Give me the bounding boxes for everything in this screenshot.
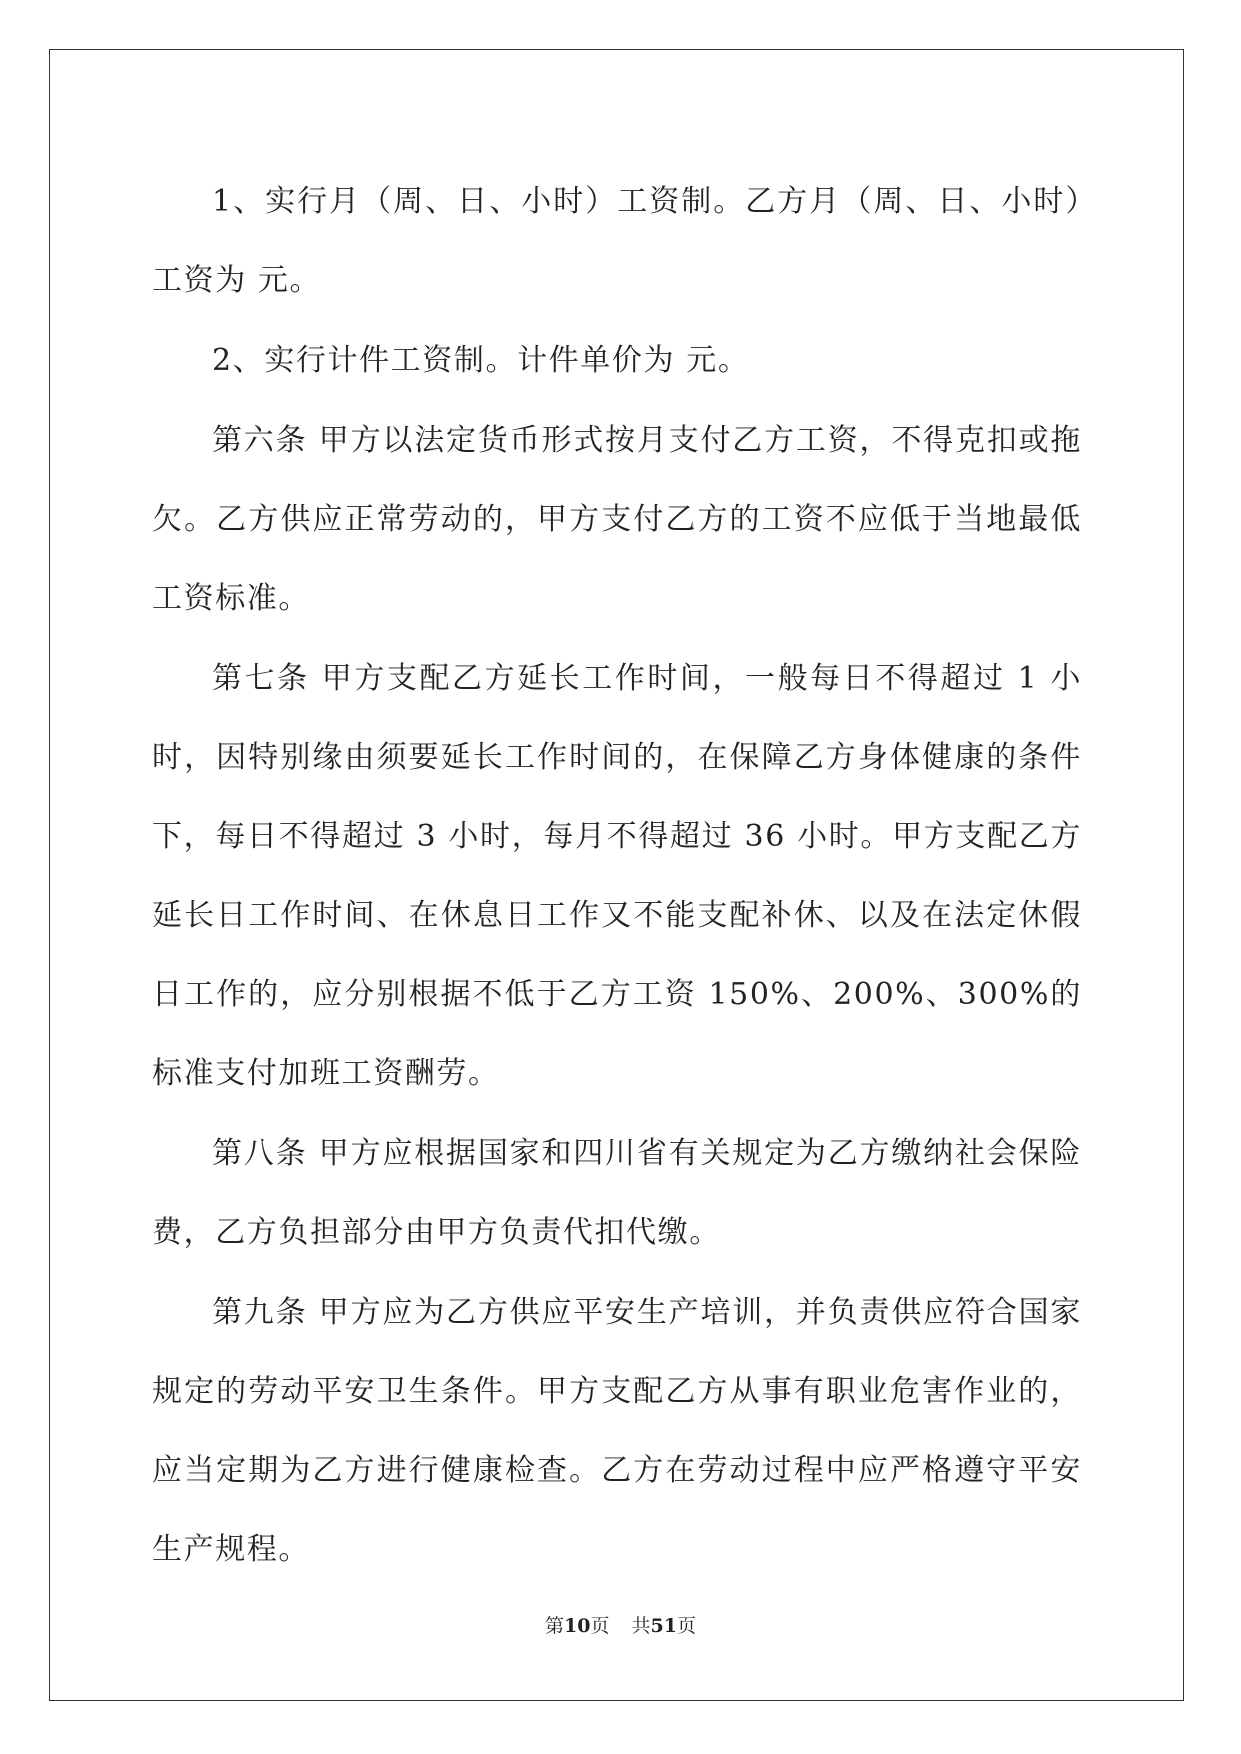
document-body — [152, 162, 1082, 1590]
footer-total-suffix: 页 — [676, 1615, 696, 1637]
total-page-count: 51 — [650, 1615, 677, 1637]
paragraph-article-7: 第七条 甲方支配乙方延长工作时间，一般每日不得超过 1 小时，因特别缘由须要延长工作时间的，在保障乙方身体健康的条件下，每日不得超过 3 小时，每月不得超过 36 小时。甲方支配乙方延长日工作时间、在休息日工作又不能支配补休、以及在法定休假日工作的，应分别根据不低于乙方工资 150%、200%、300%的标准支付加班工资酬劳。 — [152, 661, 1082, 1091]
page-footer — [0, 1614, 1241, 1638]
paragraph-article-8: 第八条 甲方应根据国家和四川省有关规定为乙方缴纳社会保险费，乙方负担部分由甲方负责代扣代缴。 — [152, 1136, 1082, 1250]
current-page-number: 10 — [564, 1615, 591, 1637]
footer-prefix: 第 — [545, 1615, 565, 1637]
paragraph-wage-monthly: 1、实行月（周、日、小时）工资制。乙方月（周、日、小时）工资为 元。 — [152, 184, 1082, 298]
paragraph-article-6: 第六条 甲方以法定货币形式按月支付乙方工资，不得克扣或拖欠。乙方供应正常劳动的，甲方支付乙方的工资不应低于当地最低工资标准。 — [152, 423, 1082, 616]
paragraph-wage-piecework: 2、实行计件工资制。计件单价为 元。 — [212, 343, 750, 378]
footer-total-prefix: 共 — [631, 1615, 651, 1637]
paragraph-article-9: 第九条 甲方应为乙方供应平安生产培训，并负责供应符合国家规定的劳动平安卫生条件。甲方支配乙方从事有职业危害作业的，应当定期为乙方进行健康检查。乙方在劳动过程中应严格遵守平安生产规程。 — [152, 1295, 1082, 1567]
footer-page-word: 页 — [590, 1615, 610, 1637]
